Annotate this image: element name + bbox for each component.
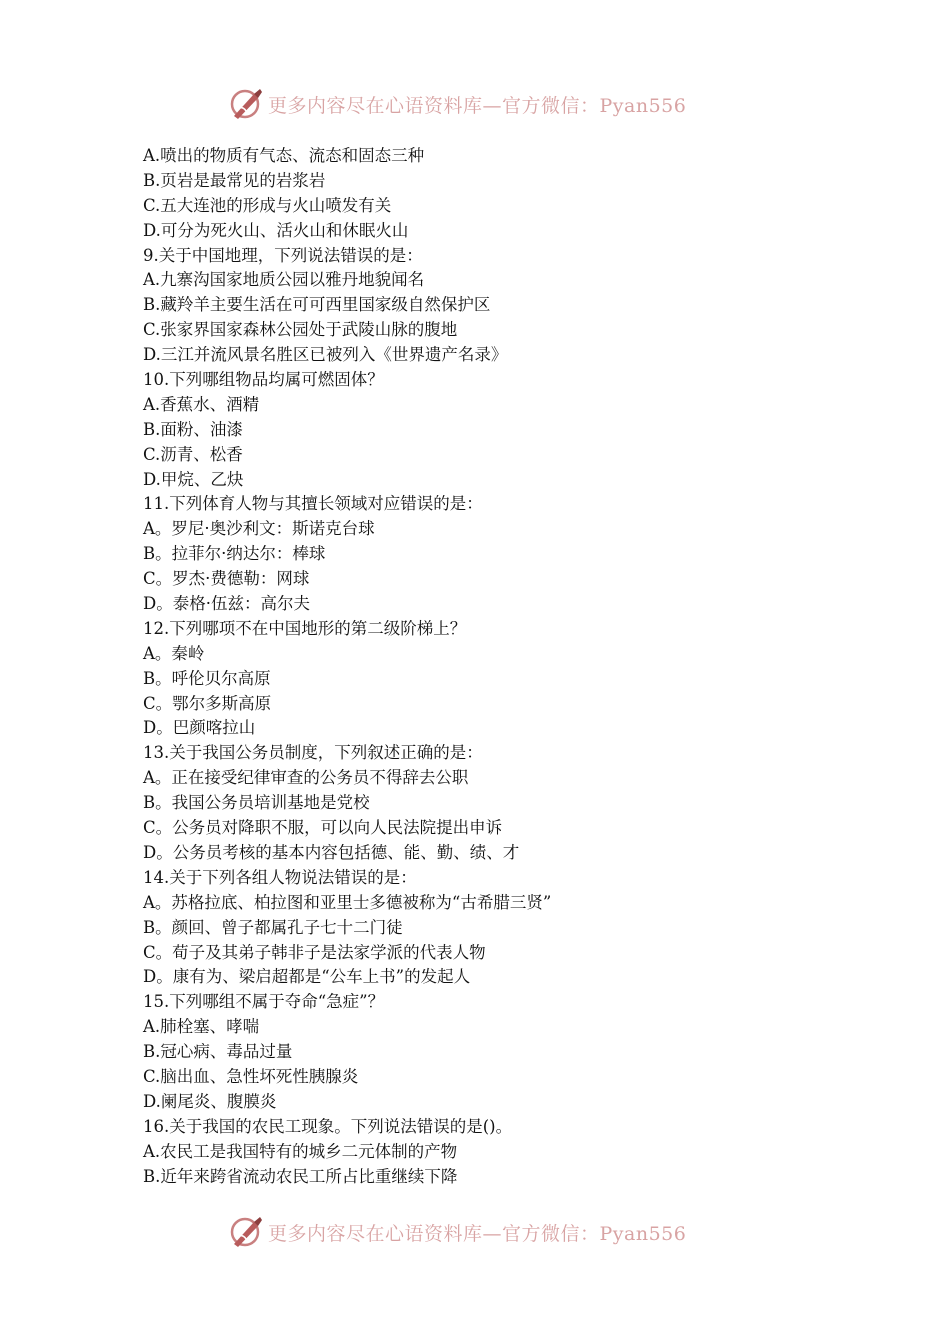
text-line: D.可分为死火山、活火山和休眠火山 — [143, 220, 409, 240]
text-line: D.阑尾炎、腹膜炎 — [143, 1091, 277, 1111]
text-line: B.面粉、油漆 — [143, 419, 243, 439]
text-line: 13.关于我国公务员制度，下列叙述正确的是： — [143, 743, 483, 763]
text-line: B。我国公务员培训基地是党校 — [143, 793, 370, 813]
footer-banner-text: 更多内容尽在心语资料库—官方微信：Pyan556 — [268, 1222, 687, 1245]
text-line: A。罗尼·奥沙利文：斯诺克台球 — [143, 519, 375, 539]
text-line: C.沥青、松香 — [143, 444, 243, 464]
text-line: C。鄂尔多斯高原 — [143, 693, 272, 713]
text-line: A.农民工是我国特有的城乡二元体制的产物 — [143, 1141, 458, 1161]
text-line: D。泰格·伍兹：高尔夫 — [143, 594, 310, 614]
text-line: 15.下列哪组不属于夺命“急症”？ — [143, 992, 385, 1012]
text-line: B。呼伦贝尔高原 — [143, 668, 271, 688]
text-line: 14.关于下列各组人物说法错误的是： — [143, 867, 417, 887]
text-line: D.甲烷、乙炔 — [143, 469, 244, 489]
text-line: A。正在接受纪律审查的公务员不得辞去公职 — [143, 768, 469, 788]
text-line: A.香蕉水、酒精 — [143, 394, 260, 414]
text-line: A.肺栓塞、哮喘 — [143, 1017, 260, 1037]
text-line: C。荀子及其弟子韩非子是法家学派的代表人物 — [143, 942, 486, 962]
text-line: B。颜回、曾子都属孔子七十二门徒 — [143, 917, 403, 937]
text-line: 9.关于中国地理，下列说法错误的是： — [143, 245, 423, 265]
text-line: B.冠心病、毒品过量 — [143, 1042, 293, 1062]
text-line: B.藏羚羊主要生活在可可西里国家级自然保护区 — [143, 295, 491, 315]
text-line: A.九寨沟国家地质公园以雅丹地貌闻名 — [143, 270, 425, 290]
header-watermark-banner — [228, 84, 708, 124]
text-line: A。苏格拉底、柏拉图和亚里士多德被称为“古希腊三贤” — [143, 892, 552, 912]
header-banner-text: 更多内容尽在心语资料库—官方微信：Pyan556 — [268, 94, 687, 117]
text-line: D。公务员考核的基本内容包括德、能、勤、绩、才 — [143, 842, 520, 862]
document-body — [143, 144, 823, 1189]
text-line: C。罗杰·费德勒：网球 — [143, 569, 310, 589]
text-line: D。康有为、梁启超都是“公车上书”的发起人 — [143, 967, 471, 987]
text-line: C.五大连池的形成与火山喷发有关 — [143, 195, 392, 215]
text-line: C.张家界国家森林公园处于武陵山脉的腹地 — [143, 320, 458, 340]
text-line: B.页岩是最常见的岩浆岩 — [143, 170, 326, 190]
text-line: 11.下列体育人物与其擅长领域对应错误的是： — [143, 494, 483, 514]
footer-watermark-banner — [228, 1212, 708, 1252]
text-line: D。巴颜喀拉山 — [143, 718, 256, 738]
text-line: B.近年来跨省流动农民工所占比重继续下降 — [143, 1166, 458, 1186]
text-line: 16.关于我国的农民工现象。下列说法错误的是()。 — [143, 1116, 513, 1136]
text-line: A.喷出的物质有气态、流态和固态三种 — [143, 146, 425, 165]
text-line: 12.下列哪项不在中国地形的第二级阶梯上？ — [143, 618, 467, 638]
text-line: D.三江并流风景名胜区已被列入《世界遗产名录》 — [143, 345, 508, 365]
text-line: 10.下列哪组物品均属可燃固体？ — [143, 370, 384, 390]
text-line: C。公务员对降职不服，可以向人民法院提出申诉 — [143, 818, 503, 838]
text-line: C.脑出血、急性坏死性胰腺炎 — [143, 1066, 359, 1086]
pen-logo-icon — [228, 1214, 264, 1250]
pen-logo-icon — [228, 86, 264, 122]
text-line: A。秦岭 — [143, 643, 205, 663]
text-line: B。拉菲尔·纳达尔：棒球 — [143, 544, 326, 564]
